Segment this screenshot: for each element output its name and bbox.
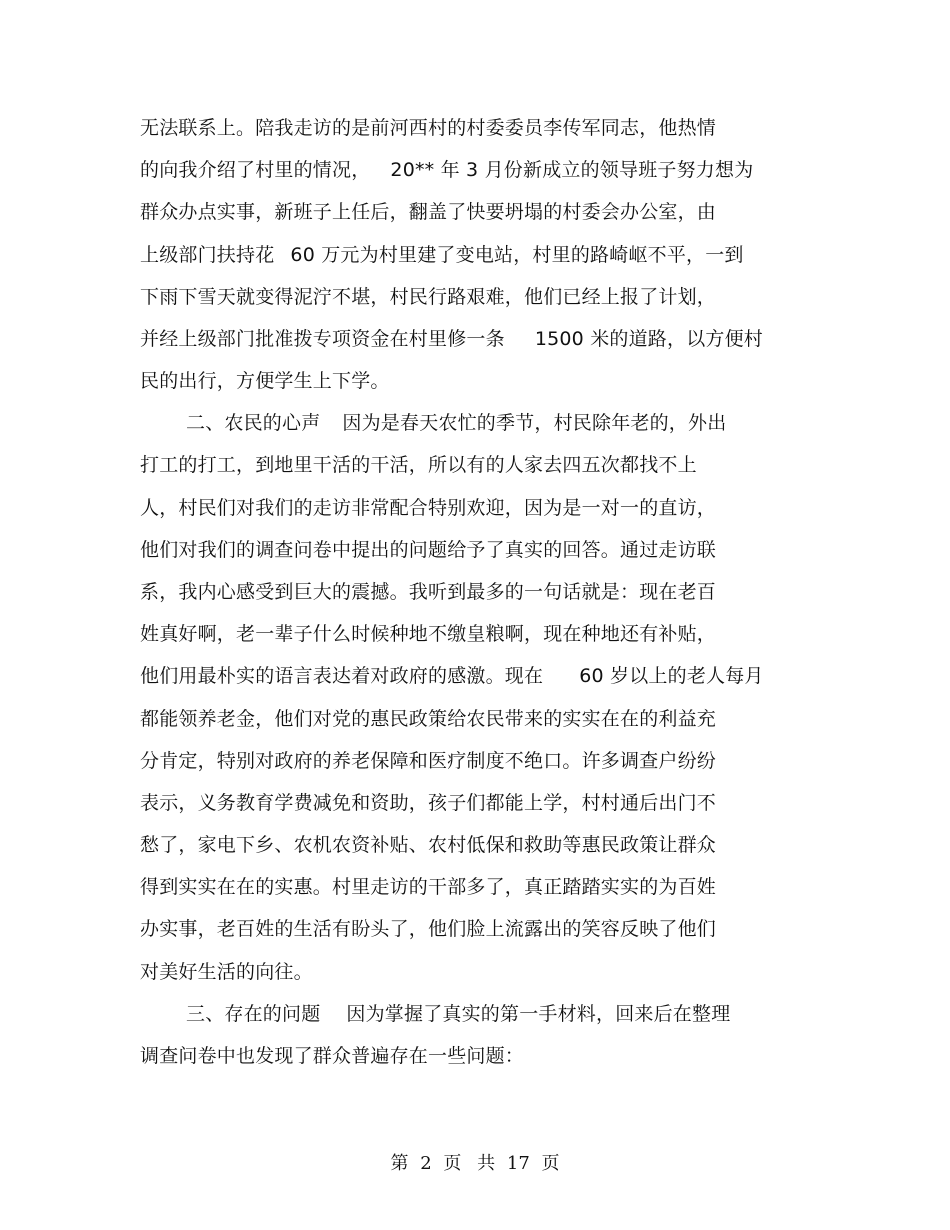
- paragraph-line: [140, 322, 763, 356]
- page-footer: [0, 1150, 950, 1178]
- paragraph-line: [140, 659, 764, 693]
- text-segment: 对美好生活的向往。: [140, 961, 313, 983]
- paragraph-line: [140, 870, 716, 904]
- paragraph-line: [140, 195, 716, 229]
- paragraph-line: [140, 955, 313, 989]
- paragraph-line: [140, 1039, 524, 1073]
- text-segment: 1500 米的道路，以方便村: [534, 328, 764, 350]
- text-segment: 60 岁以上的老人每月: [579, 665, 764, 687]
- paragraph-line: [140, 533, 716, 567]
- text-segment: 调查问卷中也发现了群众普遍存在一些问题：: [140, 1045, 525, 1067]
- text-segment: 20** 年 3 月份新成立的领导班子努力想为: [390, 159, 754, 181]
- text-segment: 表示，义务教育学费减免和资助，孩子们都能上学，村村通后出门不: [140, 792, 717, 814]
- text-segment: 系，我内心感受到巨大的震撼。我听到最多的一句话就是：现在老百: [140, 581, 717, 603]
- text-segment: 他们对我们的调查问卷中提出的问题给予了真实的回答。通过走访联: [140, 539, 717, 561]
- text-segment: 因为掌握了真实的第一手材料，回来后在整理: [346, 1003, 731, 1025]
- paragraph-line: [140, 238, 744, 272]
- paragraph-line: [140, 617, 716, 651]
- footer-page-unit: 页: [443, 1153, 462, 1174]
- text-segment: 打工的打工，到地里干活的干活，所以有的人家去四五次都找不上: [140, 454, 697, 476]
- text-segment: 民的出行，方便学生上下学。: [140, 370, 390, 392]
- text-segment: 得到实实在在的实惠。村里走访的干部多了，真正踏踏实实的为百姓: [140, 876, 717, 898]
- paragraph-line: [140, 786, 716, 820]
- paragraph-line: [140, 280, 716, 314]
- text-segment: 人，村民们对我们的走访非常配合特别欢迎，因为是一对一的直访，: [140, 497, 717, 519]
- footer-total-label: 共: [477, 1153, 496, 1174]
- footer-total-unit: 页: [541, 1153, 560, 1174]
- paragraph-line: [140, 153, 753, 187]
- section-heading: 三、存在的问题: [186, 1003, 321, 1025]
- text-segment: 姓真好啊，老一辈子什么时候种地不缴皇粮啊，现在种地还有补贴，: [140, 623, 717, 645]
- text-segment: 因为是春天农忙的季节，村民除年老的，外出: [342, 412, 727, 434]
- section-heading-line: [186, 997, 730, 1031]
- text-segment: 分肯定，特别对政府的养老保障和医疗制度不绝口。许多调查户纷纷: [140, 750, 717, 772]
- footer-total-pages: 17: [506, 1153, 530, 1174]
- text-segment: 60 万元为村里建了变电站，村里的路崎岖不平，一到: [290, 244, 744, 266]
- text-segment: 无法联系上。陪我走访的是前河西村的村委委员李传军同志，他热情: [140, 117, 717, 139]
- text-segment: 都能领养老金，他们对党的惠民政策给农民带来的实实在在的利益充: [140, 708, 717, 730]
- paragraph-line: [140, 448, 697, 482]
- paragraph-line: [140, 744, 716, 778]
- text-segment: 他们用最朴实的语言表达着对政府的感激。现在: [140, 665, 544, 687]
- text-segment: 办实事，老百姓的生活有盼头了，他们脸上流露出的笑容反映了他们: [140, 918, 717, 940]
- paragraph-line: [140, 702, 716, 736]
- paragraph-line: [140, 575, 716, 609]
- paragraph-line: [140, 491, 716, 525]
- section-heading-line: [186, 406, 726, 440]
- text-segment: 下雨下雪天就变得泥泞不堪，村民行路艰难，他们已经上报了计划，: [140, 286, 717, 308]
- text-segment: 并经上级部门批准拨专项资金在村里修一条: [140, 328, 505, 350]
- paragraph-line: [140, 111, 716, 145]
- footer-page-label: 第: [390, 1153, 409, 1174]
- paragraph-line: [140, 912, 716, 946]
- text-segment: 群众办点实事，新班子上任后，翻盖了快要坍塌的村委会办公室，由: [140, 201, 717, 223]
- text-segment: 愁了，家电下乡、农机农资补贴、农村低保和救助等惠民政策让群众: [140, 834, 717, 856]
- footer-page-number: 2: [420, 1153, 432, 1174]
- text-segment: 的向我介绍了村里的情况，: [140, 159, 371, 181]
- paragraph-line: [140, 364, 390, 398]
- section-heading: 二、农民的心声: [186, 412, 321, 434]
- paragraph-line: [140, 828, 716, 862]
- text-segment: 上级部门扶持花: [140, 244, 275, 266]
